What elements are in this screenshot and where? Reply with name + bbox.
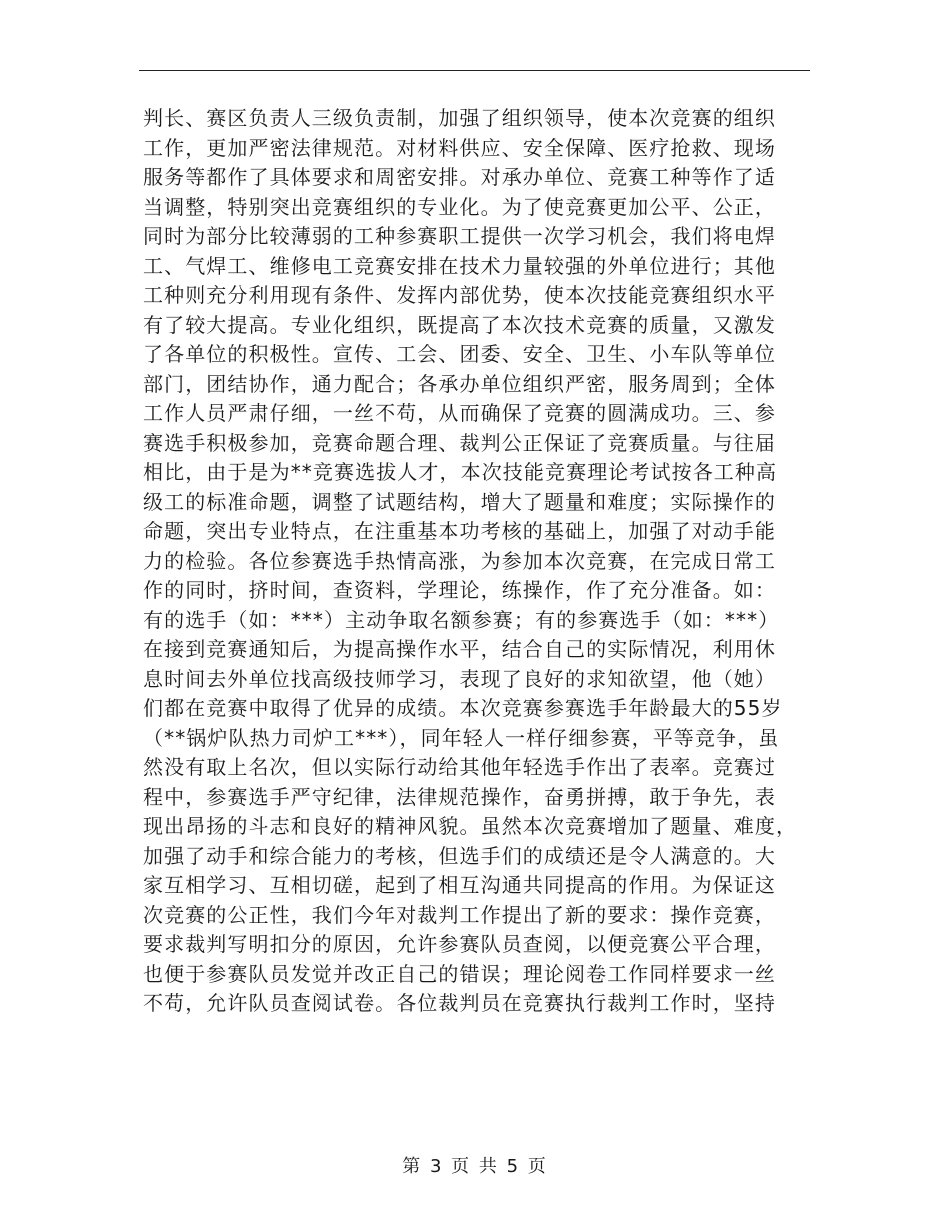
text-line: 也便于参赛队员发觉并改正自己的错误；理论阅卷工作同样要求一丝 (143, 961, 776, 986)
text-line: 部门，团结协作，通力配合；各承办单位组织严密，服务周到；全体 (143, 371, 776, 396)
text-line: 程中，参赛选手严守纪律，法律规范操作，奋勇拼搏，敢于争先，表 (143, 784, 776, 809)
text-line: 加强了动手和综合能力的考核，但选手们的成绩还是令人满意的。大 (143, 843, 776, 868)
text-line: 级工的标准命题，调整了试题结构，增大了题量和难度；实际操作的 (143, 489, 776, 514)
text-line: 了各单位的积极性。宣传、工会、团委、安全、卫生、小车队等单位 (143, 342, 776, 366)
text-line: 命题，突出专业特点，在注重基本功考核的基础上，加强了对动手能 (143, 519, 776, 543)
text-line: 服务等都作了具体要求和周密安排。对承办单位、竞赛工种等作了适 (143, 165, 776, 189)
text-line: 力的检验。各位参赛选手热情高涨，为参加本次竞赛，在完成日常工 (143, 548, 776, 573)
text-line: 现出昂扬的斗志和良好的精神风貌。虽然本次竞赛增加了题量、难度， (143, 814, 798, 838)
text-line: 次竞赛的公正性，我们今年对裁判工作提出了新的要求：操作竞赛， (143, 902, 776, 927)
text-line: 判长、赛区负责人三级负责制，加强了组织领导，使本次竞赛的组织 (143, 106, 776, 130)
text-line: （**锅炉队热力司炉工***），同年轻人一样仔细参赛，平等竞争，虽 (143, 725, 780, 750)
text-line: 作的同时，挤时间，查资料，学理论，练操作，作了充分准备。如： (143, 578, 776, 602)
text-line: 工作，更加严密法律规范。对材料供应、安全保障、医疗抢救、现场 (143, 135, 776, 160)
text-line: 工种则充分利用现有条件、发挥内部优势，使本次技能竞赛组织水平 (143, 283, 776, 307)
text-line: 有了较大提高。专业化组织，既提高了本次技术竞赛的质量，又激发 (143, 312, 776, 337)
text-line: 同时为部分比较薄弱的工种参赛职工提供一次学习机会，我们将电焊 (143, 224, 776, 248)
page-number-footer: 第 3 页 共 5 页 (402, 1156, 548, 1177)
text-line: 息时间去外单位找高级技师学习，表现了良好的求知欲望，他（她） (143, 666, 776, 691)
body-paragraph (143, 104, 803, 1019)
text-line: 工、气焊工、维修电工竞赛安排在技术力量较强的外单位进行；其他 (143, 253, 776, 278)
text-line: 当调整，特别突出竞赛组织的专业化。为了使竞赛更加公平、公正， (143, 194, 776, 219)
text-line: 然没有取上名次，但以实际行动给其他年轻选手作出了表率。竞赛过 (143, 755, 776, 779)
text-line: 们都在竞赛中取得了优异的成绩。本次竞赛参赛选手年龄最大的55岁 (143, 696, 783, 720)
text-line: 赛选手积极参加，竞赛命题合理、裁判公正保证了竞赛质量。与往届 (143, 430, 776, 455)
text-line: 工作人员严肃仔细，一丝不苟，从而确保了竞赛的圆满成功。三、参 (143, 401, 776, 425)
text-line: 相比，由于是为**竞赛选拔人才，本次技能竞赛理论考试按各工种高 (143, 460, 778, 484)
text-line: 要求裁判写明扣分的原因，允许参赛队员查阅，以便竞赛公平合理， (143, 932, 776, 956)
header-rule (139, 70, 810, 71)
text-line: 不苟，允许队员查阅试卷。各位裁判员在竞赛执行裁判工作时，坚持 (143, 991, 776, 1015)
text-line: 在接到竞赛通知后，为提高操作水平，结合自己的实际情况，利用休 (143, 637, 776, 661)
text-line: 家互相学习、互相切磋，起到了相互沟通共同提高的作用。为保证这 (143, 873, 776, 897)
text-line: 有的选手（如：***）主动争取名额参赛；有的参赛选手（如：***） (143, 607, 780, 632)
